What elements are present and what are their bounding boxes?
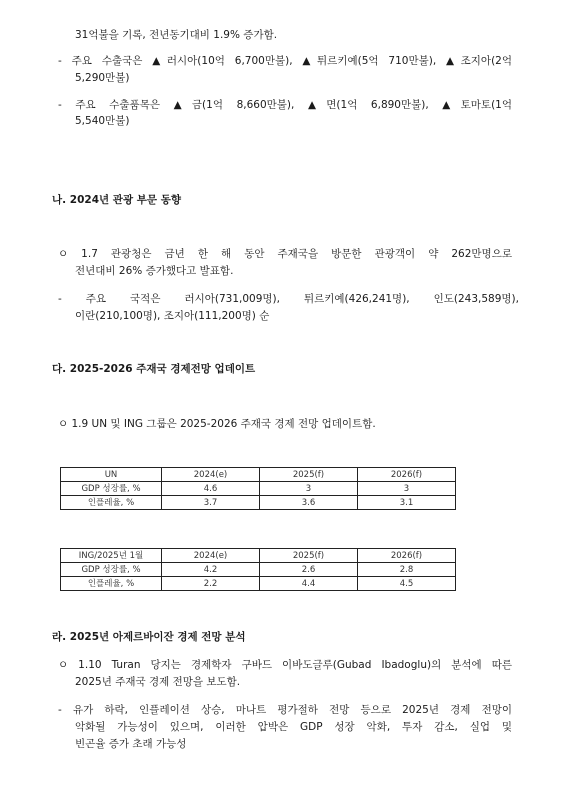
tourism-nationalities-line-cont: 이란(210,100명), 조지아(111,200명) 순 — [75, 310, 270, 322]
analysis-detail-line: - 유가 하락, 인플레이션 상승, 마나트 평가절하 전망 등으로 2025년 경제 전망이 — [58, 704, 512, 716]
table-row-label: GDP 성장률, % — [61, 482, 162, 496]
table-row-label: 인플레율, % — [61, 496, 162, 510]
export-partners-line-cont: 5,290만불) — [75, 72, 130, 84]
export-partners-line: - 주요 수출국은 ▲러시아(10억 6,700만불), ▲튀르키예(5억 710만불), ▲조지아(2억 — [58, 55, 512, 67]
table-header-cell: 2026(f) — [358, 549, 456, 563]
table-cell: 3.6 — [260, 496, 358, 510]
table-header-cell: 2024(e) — [162, 468, 260, 482]
table-cell: 4.2 — [162, 563, 260, 577]
table-header-cell: ING/2025년 1월 — [61, 549, 162, 563]
table-header-cell: 2025(f) — [260, 468, 358, 482]
section-heading-outlook: 다. 2025-2026 주재국 경제전망 업데이트 — [52, 363, 256, 375]
analysis-bullet: ㅇ 1.10 Turan 당지는 경제학자 구바드 이바도글루(Gubad Ibadoglu)의 분석에 따른 — [58, 659, 512, 671]
table-cell: 3.7 — [162, 496, 260, 510]
table-cell: 4.5 — [358, 577, 456, 591]
table-cell: 3 — [358, 482, 456, 496]
section-heading-tourism: 나. 2024년 관광 부문 동향 — [52, 194, 181, 206]
table-header-row — [61, 549, 456, 563]
table-cell: 2.2 — [162, 577, 260, 591]
table-cell: 4.6 — [162, 482, 260, 496]
table-cell: 4.4 — [260, 577, 358, 591]
table-row — [61, 577, 456, 591]
ing-forecast-table — [60, 548, 456, 591]
table-header-cell: 2026(f) — [358, 468, 456, 482]
analysis-detail-line-cont: 악화될 가능성이 있으며, 이러한 압박은 GDP 성장 악화, 투자 감소, 실업 및 — [75, 721, 512, 733]
table-header-cell: 2025(f) — [260, 549, 358, 563]
table-row — [61, 563, 456, 577]
outlook-bullet: ㅇ 1.9 UN 및 ING 그룹은 2025-2026 주재국 경제 전망 업데이트함. — [58, 418, 376, 430]
export-items-line: - 주요 수출품목은 ▲금(1억 8,660만불), ▲면(1억 6,890만불), ▲토마토(1억 — [58, 99, 512, 111]
export-items-line-cont: 5,540만불) — [75, 115, 130, 127]
table-header-row — [61, 468, 456, 482]
table-row — [61, 496, 456, 510]
section-heading-azerbaijan-analysis: 라. 2025년 아제르바이잔 경제 전망 분석 — [52, 631, 246, 643]
table-cell: 3 — [260, 482, 358, 496]
analysis-bullet-cont: 2025년 주재국 경제 전망을 보도함. — [75, 676, 241, 688]
table-row-label: GDP 성장률, % — [61, 563, 162, 577]
table-header-cell: UN — [61, 468, 162, 482]
tourism-bullet: ㅇ 1.7 관광청은 금년 한 해 동안 주재국을 방문한 관광객이 약 262만명으로 — [58, 248, 512, 260]
table-header-cell: 2024(e) — [162, 549, 260, 563]
analysis-detail-line-end: 빈곤율 증가 초래 가능성 — [75, 738, 187, 750]
table-cell: 2.6 — [260, 563, 358, 577]
table-row — [61, 482, 456, 496]
un-forecast-table — [60, 467, 456, 510]
table-cell: 3.1 — [358, 496, 456, 510]
table-row-label: 인플레율, % — [61, 577, 162, 591]
tourism-nationalities-line: - 주요 국적은 러시아(731,009명), 튀르키예(426,241명), 인도(243,589명), — [58, 293, 519, 305]
table-cell: 2.8 — [358, 563, 456, 577]
tourism-bullet-cont: 전년대비 26% 증가했다고 발표함. — [75, 265, 234, 277]
export-summary-line: 31억불을 기록, 전년동기대비 1.9% 증가함. — [75, 29, 278, 41]
